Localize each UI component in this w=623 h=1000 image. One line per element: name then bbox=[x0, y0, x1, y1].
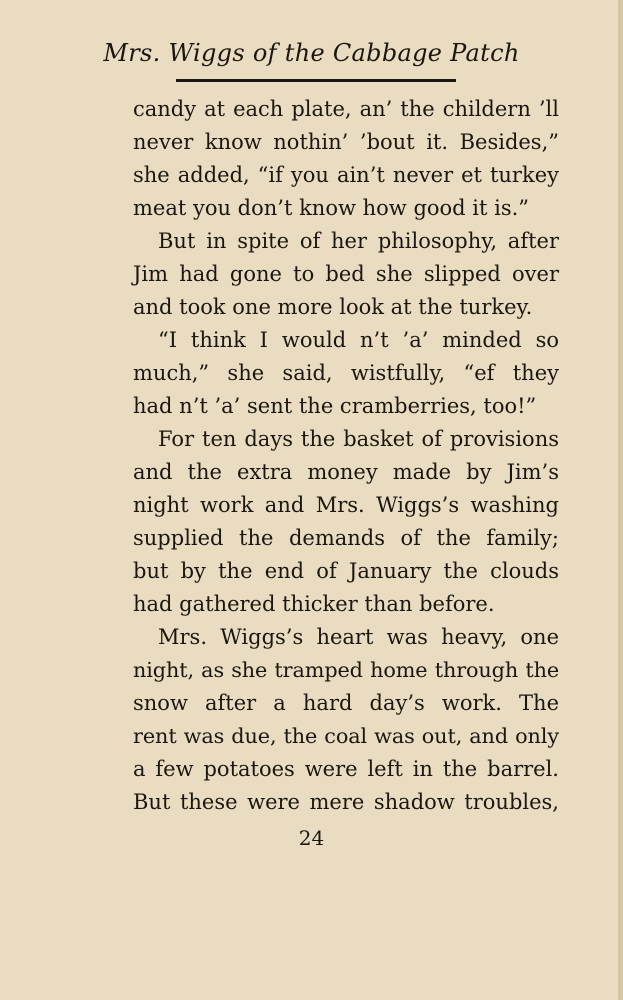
text-line: rent was due, the coal was out, and only bbox=[133, 724, 559, 748]
text-line: night work and Mrs. Wiggs’s washing bbox=[133, 493, 559, 517]
text-line: Jim had gone to bed she slipped over bbox=[133, 262, 559, 286]
header-rule bbox=[176, 79, 456, 82]
text-line: but by the end of January the clouds bbox=[133, 559, 559, 583]
paragraph-first-line: “I think I would n’t ’a’ minded so bbox=[158, 328, 559, 352]
text-line: a few potatoes were left in the barrel. bbox=[133, 757, 559, 781]
body-text bbox=[133, 93, 559, 819]
text-line: and took one more look at the turkey. bbox=[133, 295, 533, 319]
text-line: supplied the demands of the family; bbox=[133, 526, 559, 550]
text-line: had n’t ’a’ sent the cramberries, too!” bbox=[133, 394, 537, 418]
text-line: night, as she tramped home through the bbox=[133, 658, 559, 682]
text-line: meat you don’t know how good it is.” bbox=[133, 196, 530, 220]
text-line: had gathered thicker than before. bbox=[133, 592, 495, 616]
paragraph-first-line: Mrs. Wiggs’s heart was heavy, one bbox=[158, 625, 559, 649]
page-number: 24 bbox=[298, 826, 325, 850]
text-line: candy at each plate, an’ the childern ’ll bbox=[133, 97, 559, 121]
text-line: snow after a hard day’s work. The bbox=[133, 691, 559, 715]
text-line: much,” she said, wistfully, “ef they bbox=[133, 361, 559, 385]
text-line: But these were mere shadow troubles, bbox=[133, 790, 559, 814]
running-header: Mrs. Wiggs of the Cabbage Patch bbox=[103, 39, 520, 67]
text-line: never know nothin’ ’bout it. Besides,” bbox=[133, 130, 559, 154]
paragraph-first-line: But in spite of her philosophy, after bbox=[158, 229, 559, 253]
text-line: and the extra money made by Jim’s bbox=[133, 460, 559, 484]
paragraph-first-line: For ten days the basket of provisions bbox=[158, 427, 559, 451]
text-line: she added, “if you ain’t never et turkey bbox=[133, 163, 559, 187]
